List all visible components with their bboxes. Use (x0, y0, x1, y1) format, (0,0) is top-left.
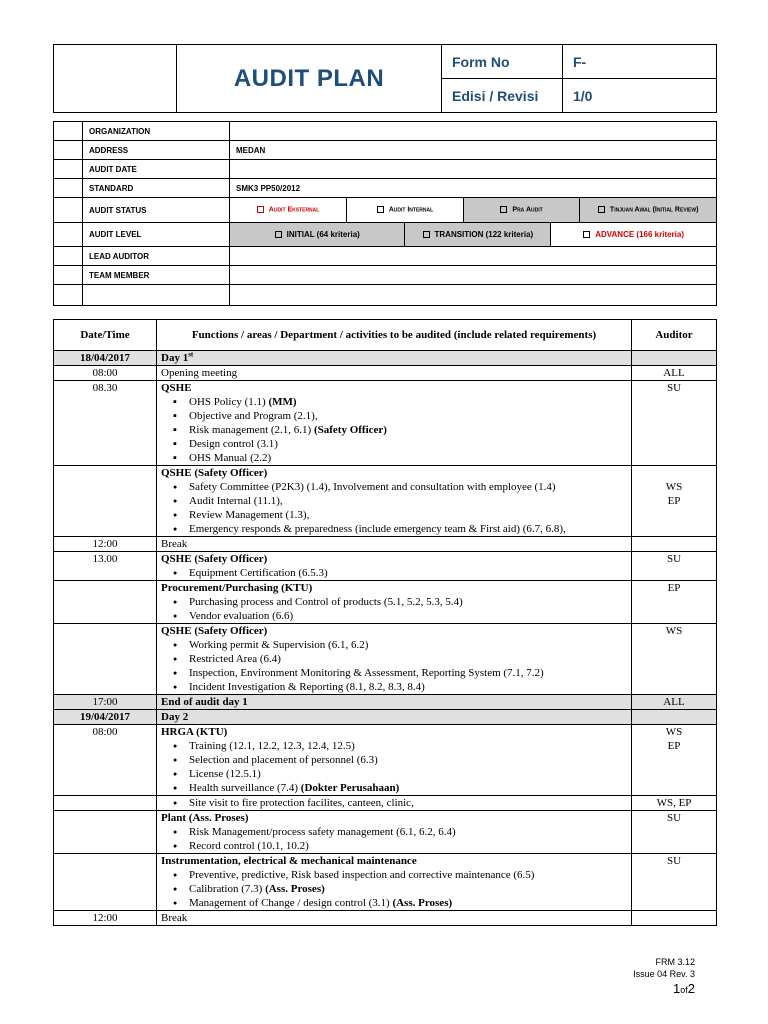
document-title: AUDIT PLAN (177, 45, 442, 113)
table-row: 13.00 QSHE (Safety Officer) ● Equipment Certification (6.5.3) SU (54, 552, 717, 581)
checkbox-icon (500, 206, 507, 213)
table-row: 08.30 QSHE ▪ OHS Policy (1.1) (MM) ▪ Objective and Program (2.1), ▪ Risk management (2.1, 6.1) (Safety Officer) ▪ Design control (3.1) ▪ OHS Manual (2.2) SU (54, 381, 717, 466)
table-row: Instrumentation, electrical & mechanical maintenance ● Preventive, predictive, Risk based inspection and corrective maintenance (6.5) ● Calibration (7.3) (Ass. Proses) ● Management of Change / design control (3.1) (Ass. Proses) SU (54, 854, 717, 911)
day1-date: 18/04/2017 (54, 351, 157, 366)
standard-value: SMK3 PP50/2012 (230, 179, 717, 198)
table-row: 08:00 Opening meeting ALL (54, 366, 717, 381)
standard-label: STANDARD (83, 179, 230, 198)
edisi-label: Edisi / Revisi (442, 79, 563, 113)
level-option-advance[interactable]: ADVANCE (166 kriteria) (551, 223, 716, 246)
page-number: 1of2 (673, 981, 695, 996)
status-option-internal[interactable]: Audit Internal (347, 198, 464, 222)
audit-date-value (230, 160, 717, 179)
table-row: 12:00 Break (54, 537, 717, 552)
table-row: ● Site visit to fire protection facilites, canteen, clinic, WS, EP (54, 796, 717, 811)
header-functions: Functions / areas / Department / activities to be audited (include related requirements) (157, 320, 632, 351)
level-option-initial[interactable]: INITIAL (64 kriteria) (230, 223, 405, 246)
form-no-value: F- (563, 45, 717, 79)
checkbox-icon (257, 206, 264, 213)
footer-frm: FRM 3.12 (655, 957, 695, 967)
checkbox-icon (598, 206, 605, 213)
footer-issue: Issue 04 Rev. 3 (633, 969, 695, 979)
address-value: MEDAN (230, 141, 717, 160)
form-no-label: Form No (442, 45, 563, 79)
audit-level-label: AUDIT LEVEL (83, 223, 230, 247)
checkbox-icon (423, 231, 430, 238)
organization-value (230, 122, 717, 141)
lead-auditor-value (230, 247, 717, 266)
status-option-eksternal[interactable]: Audit Eksternal (230, 198, 347, 222)
header-table (53, 44, 717, 113)
team-member-label: TEAM MEMBER (83, 266, 230, 285)
status-option-tinjuan-awal[interactable]: Tinjuan Awal (Initial Review) (580, 198, 716, 222)
team-member-value (230, 266, 717, 285)
audit-status-label: AUDIT STATUS (83, 198, 230, 223)
checkbox-icon (583, 231, 590, 238)
day2-date: 19/04/2017 (54, 710, 157, 725)
table-row: 12:00 Break (54, 911, 717, 926)
table-row: 08:00 HRGA (KTU) ● Training (12.1, 12.2, 12.3, 12.4, 12.5) ● Selection and placement of personnel (6.3) ● License (12.5.1) ● Health surveillance (7.4) (Dokter Perusahaan) WS EP (54, 725, 717, 796)
audit-level-options (230, 223, 716, 246)
audit-status-options (230, 198, 716, 222)
checkbox-icon (377, 206, 384, 213)
checkbox-icon (275, 231, 282, 238)
table-row: 19/04/2017 Day 2 (54, 710, 717, 725)
audit-date-label: AUDIT DATE (83, 160, 230, 179)
lead-auditor-label: LEAD AUDITOR (83, 247, 230, 266)
schedule-table (53, 319, 717, 926)
info-table (53, 121, 717, 306)
header-auditor: Auditor (632, 320, 717, 351)
level-option-transition[interactable]: TRANSITION (122 kriteria) (405, 223, 551, 246)
header-date-time: Date/Time (54, 320, 157, 351)
address-label: ADDRESS (83, 141, 230, 160)
table-row (54, 351, 717, 366)
table-row: QSHE (Safety Officer) ● Safety Committee (P2K3) (1.4), Involvement and consultation with employee (1.4) ● Audit Internal (11.1), ● Review Management (1.3), ● Emergency responds & preparedness (include emergency team & First aid) (6.7, 6.8), WS EP (54, 466, 717, 537)
table-row: Procurement/Purchasing (KTU) ● Purchasing process and Control of products (5.1, 5.2, 5.3, 5.4) ● Vendor evaluation (6.6) EP (54, 581, 717, 624)
status-option-pra-audit[interactable]: Pra Audit (463, 198, 580, 222)
organization-label: ORGANIZATION (83, 122, 230, 141)
day1-label: Day 1st (157, 351, 632, 366)
table-row: 17:00 End of audit day 1 ALL (54, 695, 717, 710)
table-row: QSHE (Safety Officer) ● Working permit & Supervision (6.1, 6.2) ● Restricted Area (6.4) ● Inspection, Environment Monitoring & Assessment, Reporting System (7.1, 7.2) ● Incident Investigation & Reporting (8.1, 8.2, 8.3, 8.4) WS (54, 624, 717, 695)
qshe-list: ▪ OHS Policy (1.1) (MM) ▪ Objective and Program (2.1), ▪ Risk management (2.1, 6.1) (Safety Officer) ▪ Design control (3.1) ▪ OHS Manual (2.2) (161, 395, 627, 465)
edisi-value: 1/0 (563, 79, 717, 113)
table-row: Plant (Ass. Proses) ● Risk Management/process safety management (6.1, 6.2, 6.4) ● Record control (10.1, 10.2) SU (54, 811, 717, 854)
logo-cell (54, 45, 177, 113)
